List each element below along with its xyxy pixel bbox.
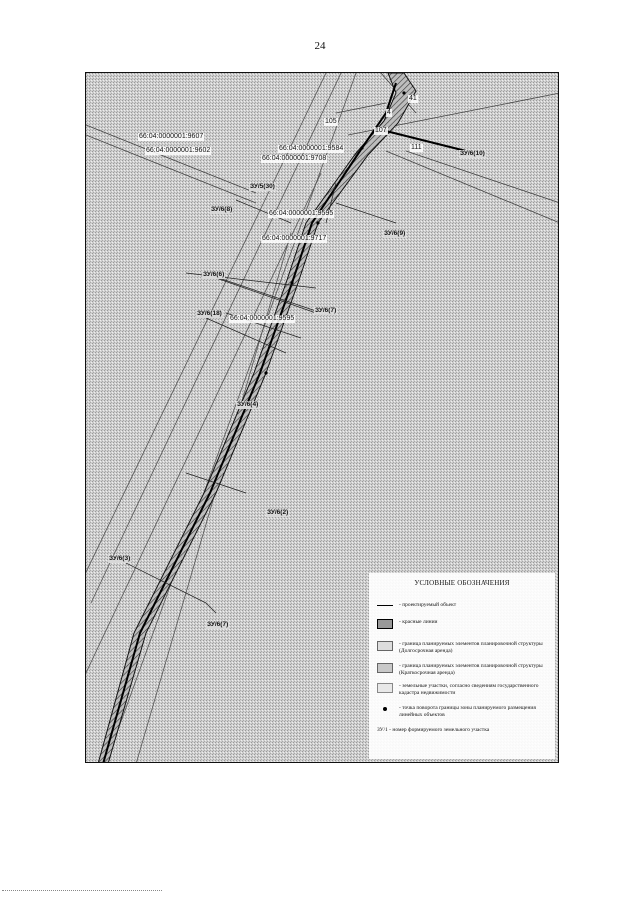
zone-label: ЗУ/6(8) (211, 206, 233, 213)
line-icon (377, 605, 393, 606)
parcel-label: 66:04:0000001:9595 (269, 210, 334, 217)
legend-title: УСЛОВНЫЕ ОБОЗНАЧЕНИЯ (414, 579, 510, 587)
map-legend: УСЛОВНЫЕ ОБОЗНАЧЕНИЯ - проектируемый объект - красные линии - граница планируемых элементов планировочной структуры (Долгосрочная аренда) - граница планируемых элементов планировочной структуры (Краткосрочная аренда) - земельные участки, согласно сведениям государственного кадастра недвижимости - точка поворота границы зоны планируемого размещения линейных объектов ЗУ/1 - номер формируемого земельного участка (369, 573, 555, 759)
point-label: 107 (375, 127, 387, 134)
number-icon: ЗУ/1 - номер формируемого земельного участка (377, 727, 490, 733)
parcel-label: 66:04:0000001:9607 (139, 133, 204, 140)
parcel-label: 66:04:0000001:9584 (279, 145, 344, 152)
parcel-label: 66:04:0000001:9708 (262, 155, 327, 162)
parcel-label: 66:04:0000001:9717 (262, 235, 327, 242)
red-zone-icon (377, 619, 393, 629)
zone-label: ЗУ/6(6) (203, 271, 225, 278)
zone-label: ЗУ/6(7) (315, 307, 337, 314)
zone-label: ЗУ/6(3) (109, 555, 131, 562)
page-number: 24 (314, 40, 326, 52)
point-label: 111 (411, 144, 422, 151)
zone-label: ЗУ/6(18) (197, 310, 222, 317)
zone-label: ЗУ/6(2) (267, 509, 289, 516)
boundary-short-icon (377, 663, 393, 673)
point-label: 41 (409, 95, 417, 102)
parcel-label: 66:04:0000001:9595 (230, 315, 295, 322)
point-label: 105 (325, 118, 337, 125)
zone-label: ЗУ/6(7) (207, 621, 229, 628)
point-icon (383, 707, 387, 711)
parcel-icon (377, 683, 393, 693)
boundary-long-icon (377, 641, 393, 651)
map-frame (85, 72, 559, 763)
zone-label: ЗУ/6(4) (237, 401, 259, 408)
point-label: 4 (387, 109, 391, 116)
zone-label: ЗУ/5(30) (250, 183, 275, 190)
footer-rule (2, 890, 162, 891)
zone-label: ЗУ/6(9) (384, 230, 406, 237)
zone-label: ЗУ/6(10) (460, 150, 485, 157)
parcel-label: 66:04:0000001:9602 (146, 147, 211, 154)
